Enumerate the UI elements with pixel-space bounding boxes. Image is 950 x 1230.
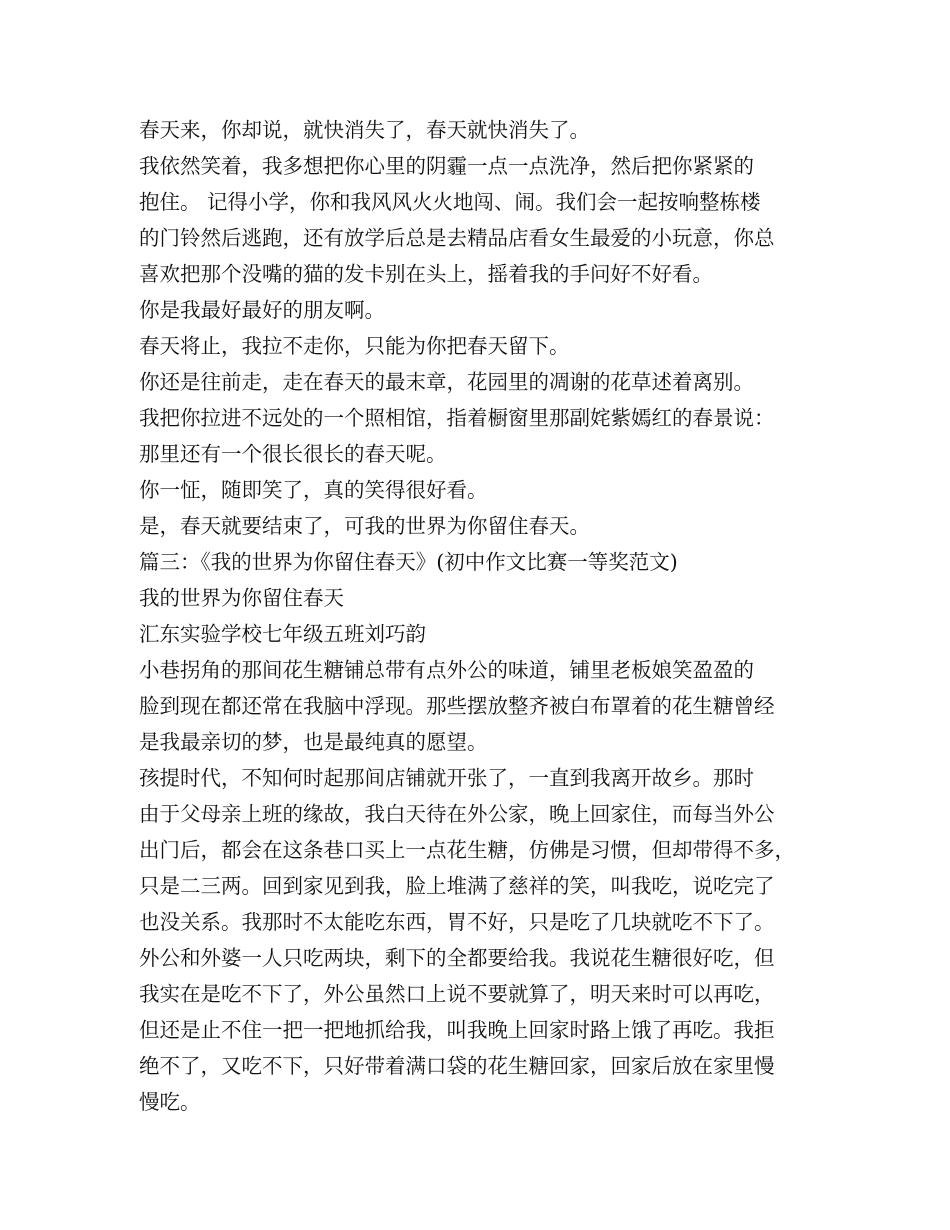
text-line: 春天将止，我拉不走你，只能为你把春天留下。 (139, 334, 570, 358)
text-line: 抱住。 记得小学，你和我风风火火地闯、闹。我们会一起按响整栋楼 (139, 190, 761, 214)
text-line: 是，春天就要结束了，可我的世界为你留住春天。 (139, 514, 590, 538)
text-line: 出门后，都会在这条巷口买上一点花生糖，仿佛是习惯，但却带得不多， (139, 838, 795, 862)
text-line: 那里还有一个很长很长的春天呢。 (139, 442, 447, 466)
text-line: 孩提时代，不知何时起那间店铺就开张了，一直到我离开故乡。那时 (139, 766, 754, 790)
text-line: 我依然笑着，我多想把你心里的阴霾一点一点洗净，然后把你紧紧的 (139, 154, 754, 178)
text-line: 你一怔，随即笑了，真的笑得很好看。 (139, 478, 488, 502)
text-line: 也没关系。我那时不太能吃东西，胃不好，只是吃了几块就吃不下了。 (139, 910, 775, 934)
essay-title: 我的世界为你留住春天 (139, 586, 344, 610)
section-heading: 篇三：《我的世界为你留住春天》(初中作文比赛一等奖范文) (139, 550, 678, 574)
text-line: 只是二三两。回到家见到我，脸上堆满了慈祥的笑，叫我吃，说吃完了 (139, 874, 775, 898)
text-line: 春天来，你却说，就快消失了，春天就快消失了。 (139, 118, 590, 142)
text-line: 的门铃然后逃跑，还有放学后总是去精品店看女生最爱的小玩意，你总 (139, 226, 775, 250)
text-line: 你还是往前走，走在春天的最末章，花园里的凋谢的花草述着离别。 (139, 370, 754, 394)
text-line: 我实在是吃不下了，外公虽然口上说不要就算了，明天来时可以再吃， (139, 982, 775, 1006)
text-line: 绝不了，又吃不下，只好带着满口袋的花生糖回家，回家后放在家里慢 (139, 1054, 775, 1078)
text-line: 但还是止不住一把一把地抓给我，叫我晚上回家时路上饿了再吃。我拒 (139, 1018, 775, 1042)
text-line: 脸到现在都还常在我脑中浮现。那些摆放整齐被白布罩着的花生糖曾经 (139, 694, 775, 718)
text-line: 由于父母亲上班的缘故，我白天待在外公家，晚上回家住，而每当外公 (139, 802, 775, 826)
text-line: 外公和外婆一人只吃两块，剩下的全都要给我。我说花生糖很好吃，但 (139, 946, 775, 970)
text-line: 小巷拐角的那间花生糖铺总带有点外公的味道，铺里老板娘笑盈盈的 (139, 658, 754, 682)
text-line: 慢吃。 (139, 1090, 201, 1114)
author-line: 汇东实验学校七年级五班刘巧韵 (139, 622, 426, 646)
text-line: 是我最亲切的梦，也是最纯真的愿望。 (139, 730, 488, 754)
text-line: 你是我最好最好的朋友啊。 (139, 298, 385, 322)
text-line: 我把你拉进不远处的一个照相馆，指着橱窗里那副姹紫嫣红的春景说： (139, 406, 775, 430)
text-line: 喜欢把那个没嘴的猫的发卡别在头上，摇着我的手问好不好看。 (139, 262, 713, 286)
